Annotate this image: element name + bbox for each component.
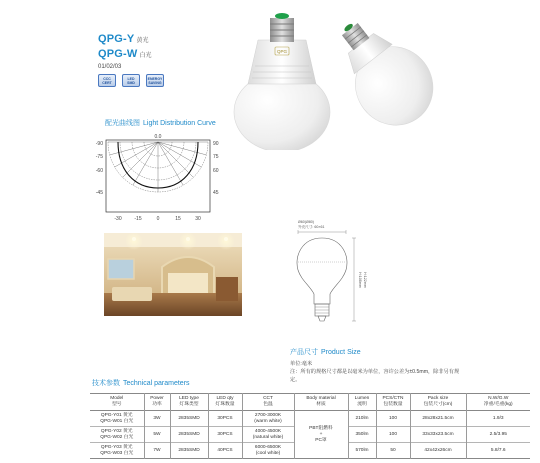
column-header: Body material 材质 (294, 394, 348, 411)
power-cell: 3W (144, 411, 170, 427)
angle-label: 90 (213, 141, 219, 147)
pack-size-cell: 33x33x23.5cm (410, 427, 466, 443)
center-label: 0.0 (154, 134, 162, 140)
title-en: Technical parameters (123, 380, 190, 387)
cct-cell: 4000-4500K (natural white) (242, 427, 294, 443)
column-header: N.W/G.W 净重/毛重(kg) (483, 396, 513, 407)
column-header: Model 型号 (90, 394, 144, 411)
model-color: 黄光 (136, 38, 149, 44)
lumen-cell: 350lm (348, 427, 376, 443)
model-cell: QPG-Y01 黄光 QPG-W01 白光 (90, 411, 144, 427)
column-header: CCT 色温 (242, 394, 294, 411)
angle-label: -30 (114, 216, 122, 222)
dimension-label: 外壳尺寸: 60×61 (298, 225, 325, 229)
led-type-cell: 2835SMD (170, 443, 208, 459)
led-qty-cell: 30PCS (208, 427, 242, 443)
model-cell: QPG-Y03 黄光 QPG-W03 白光 (90, 443, 144, 459)
dimension-label: Ø60(Ø80) (298, 220, 314, 224)
size-notes (290, 360, 460, 384)
angle-label: -75 (95, 154, 103, 160)
light-distribution-chart (84, 130, 234, 222)
power-cell: 5W (144, 427, 170, 443)
model-line-w (98, 48, 152, 63)
model-code: QPG-Y (98, 33, 135, 45)
led-qty-cell: 40PCS (208, 443, 242, 459)
lumen-cell: 210lm (348, 411, 376, 427)
column-header: Power 功率 (144, 394, 170, 411)
dimension-drawing (288, 218, 378, 340)
angle-label: 60 (213, 168, 219, 174)
pack-size-cell: 28x28x21.5cm (410, 411, 466, 427)
angle-label: 75 (213, 154, 219, 160)
bulb-front (234, 13, 330, 150)
led-cert-icon (122, 74, 140, 87)
power-cell: 7W (144, 443, 170, 459)
cert-text: LED (127, 76, 135, 81)
table-header-row (90, 394, 530, 411)
pack-size-cell: 42x42x26cm (410, 443, 466, 459)
product-photo (218, 0, 468, 150)
product-size-title (290, 347, 361, 357)
led-type-cell: 2835SMD (170, 411, 208, 427)
title-en: Product Size (321, 349, 361, 356)
cert-text: SAVING (148, 80, 162, 85)
title-cn: 产品尺寸 (290, 349, 318, 356)
pcs-ctn-cell: 50 (376, 443, 410, 459)
led-type-cell: 2835SMD (170, 427, 208, 443)
bulb-label: QPG (276, 49, 288, 54)
led-qty-cell: 30PCS (208, 411, 242, 427)
light-distribution-title (105, 118, 216, 128)
title-cn: 技术参数 (92, 380, 120, 387)
body-material-cell: PBT阻燃料 + PC罩 (294, 411, 348, 459)
column-header: PCS/CTN 包装数量 (376, 394, 410, 411)
technical-parameters-table (90, 393, 530, 459)
column-header: LED type 灯珠类型 (170, 394, 208, 411)
cct-cell: 2700-3000K (warm white) (242, 411, 294, 427)
angle-label: 15 (175, 216, 181, 222)
angle-label: 30 (195, 216, 201, 222)
angle-label: 0 (156, 216, 160, 222)
angle-label: -45 (95, 190, 103, 196)
model-names (98, 33, 152, 70)
weight-cell: 1.9/3 (492, 415, 504, 421)
weight-cell: 5.8/7.6 (490, 447, 506, 453)
model-color: 白光 (139, 53, 152, 59)
column-header: LED qty 灯珠数量 (208, 394, 242, 411)
cert-text: CCC (103, 76, 111, 81)
certification-badges (98, 74, 164, 87)
model-cell: QPG-Y02 黄光 QPG-W02 白光 (90, 427, 144, 443)
tolerance-note: 注：所有的规格尺寸都是以毫米为单位，容许公差为±0.5mm，除非另有规定。 (290, 369, 460, 383)
cert-text: SMD (127, 80, 135, 85)
angle-label: -60 (95, 168, 103, 174)
energy-saving-icon (146, 74, 164, 87)
pcs-ctn-cell: 100 (376, 427, 410, 443)
ccc-cert-icon (98, 74, 116, 87)
unit-note: 单位:毫米 (290, 361, 313, 367)
cert-text: ENERGY (147, 76, 163, 81)
height-label: H:122mm (363, 272, 367, 288)
pcs-ctn-cell: 100 (376, 411, 410, 427)
lumen-cell: 570lm (348, 443, 376, 459)
column-header: Pack size 包装尺寸(cm) (410, 394, 466, 411)
angle-label: -15 (134, 216, 142, 222)
cct-cell: 6000-6500K (cool white) (242, 443, 294, 459)
model-code: QPG-W (98, 48, 138, 60)
angle-label: 45 (213, 190, 219, 196)
height-label: H:108mm (358, 272, 362, 288)
column-header: Lumen 流明 (348, 394, 376, 411)
title-en: Light Distribution Curve (143, 120, 216, 127)
model-line-y (98, 33, 152, 48)
interior-photo (104, 233, 242, 316)
technical-parameters-title (92, 378, 190, 388)
model-series: 01/02/03 (98, 64, 122, 70)
cert-text: CERT (102, 80, 112, 85)
table-row (90, 411, 530, 427)
weight-cell: 2.5/3.95 (489, 431, 507, 437)
angle-label: -90 (95, 141, 103, 147)
title-cn: 配光曲线图 (105, 120, 140, 127)
bulb-rear (317, 2, 449, 141)
